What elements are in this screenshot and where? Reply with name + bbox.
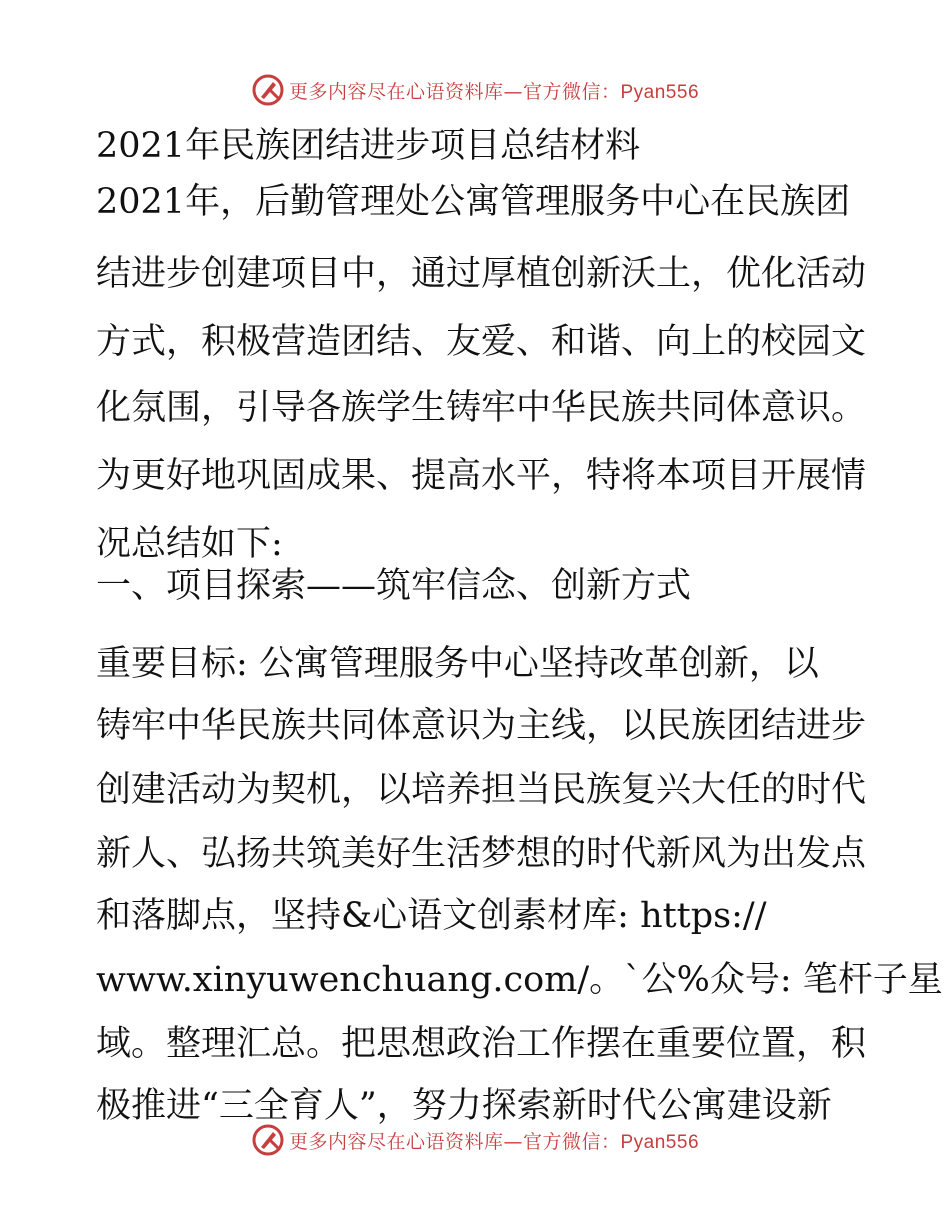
- watermark-footer: [0, 1118, 950, 1162]
- paragraph-line: 化氛围，引导各族学生铸牢中华民族共同体意识。: [96, 388, 867, 428]
- watermark-text: 更多内容尽在心语资料库—官方微信：Pyan556: [288, 1130, 700, 1153]
- quill-seal-icon: [251, 73, 285, 107]
- paragraph-line: www.xinyuwenchuang.com/。`公%众号: 笔杆子星: [96, 960, 943, 1000]
- paragraph-line: 创建活动为契机，以培养担当民族复兴大任的时代: [96, 770, 867, 810]
- paragraph-line: 域。整理汇总。把思想政治工作摆在重要位置，积: [96, 1024, 867, 1064]
- paragraph-line: 方式，积极营造团结、友爱、和谐、向上的校园文: [96, 322, 867, 362]
- paragraph-line: 和落脚点，坚持&心语文创素材库: https://: [96, 896, 767, 936]
- quill-seal-icon: [251, 1123, 285, 1157]
- paragraph-line: 新人、弘扬共筑美好生活梦想的时代新风为出发点: [96, 834, 867, 874]
- document-title: 2021年民族团结进步项目总结材料: [96, 126, 641, 166]
- paragraph-line: 极推进“三全育人”，努力探索新时代公寓建设新: [96, 1086, 832, 1126]
- paragraph-line: 况总结如下:: [96, 524, 283, 564]
- paragraph-line: 铸牢中华民族共同体意识为主线，以民族团结进步: [96, 706, 867, 746]
- paragraph-line: 重要目标: 公寓管理服务中心坚持改革创新，以: [96, 644, 819, 684]
- section-heading: 一、项目探索——筑牢信念、创新方式: [96, 566, 692, 606]
- paragraph-line: 2021年，后勤管理处公寓管理服务中心在民族团: [96, 182, 851, 222]
- paragraph-line: 结进步创建项目中，通过厚植创新沃土，优化活动: [96, 254, 867, 294]
- watermark-header: [0, 68, 950, 112]
- paragraph-line: 为更好地巩固成果、提高水平，特将本项目开展情: [96, 456, 867, 496]
- watermark-text: 更多内容尽在心语资料库—官方微信：Pyan556: [288, 80, 700, 103]
